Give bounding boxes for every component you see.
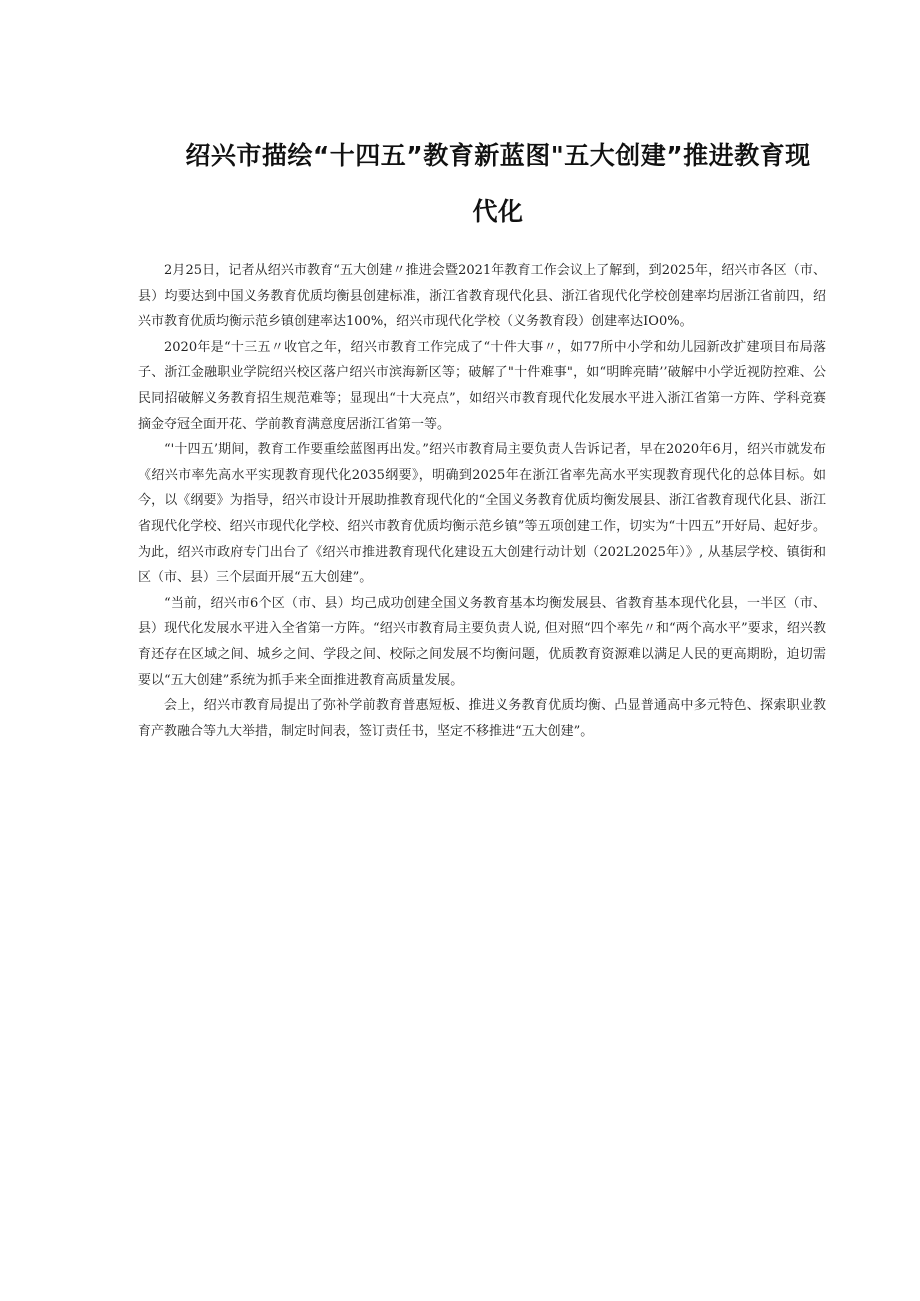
article-title-line-2: 代化 — [472, 197, 524, 226]
article-title — [138, 128, 858, 240]
paragraph-2: 2020年是“十三五〃收官之年，绍兴市教育工作完成了“十件大事〃，如77所中小学和幼儿园新改扩建项目布局落子、浙江金融职业学院绍兴校区落户绍兴市滨海新区等；破解了"十件难事"，如“明眸亮睛’’破解中小学近视防控难、公民同招破解义务教育招生规范难等；显现出“十大亮点”，如绍兴市教育现代化发展水平进入浙江省第一方阵、学科竞赛摘金夺冠全面开花、学前教育满意度居浙江省第一等。 — [138, 339, 826, 432]
article-title-line-1: 绍兴市描绘“十四五”教育新蓝图"五大创建”推进教育现 — [185, 141, 811, 170]
paragraph-4: “当前，绍兴市6个区（市、县）均己成功创建全国义务教育基本均衡发展县、省教育基本现代化县，一半区（市、县）现代化发展水平进入全省第一方阵。“绍兴市教育局主要负责人说, 但对照“四个率先〃和“两个高水平”要求，绍兴教育还存在区域之间、城乡之间、学段之间、校际之间发展不均衡问题，优质教育资源难以满足人民的更高期盼，迫切需要以“五大创建”系统为抓手来全面推进教育高质量发展。 — [138, 595, 826, 688]
article-body — [138, 258, 826, 744]
paragraph-5: 会上，绍兴市教育局提出了弥补学前教育普惠短板、推进义务教育优质均衡、凸显普通高中多元特色、探索职业教育产教融合等九大举措，制定时间表，签订责任书，坚定不移推进“五大创建”。 — [138, 698, 826, 739]
paragraph-1: 2月25日，记者从绍兴市教育“五大创建〃推进会暨2021年教育工作会议上了解到，到2025年，绍兴市各区（市、县）均要达到中国义务教育优质均衡县创建标准，浙江省教育现代化县、浙江省现代化学校创建率均居浙江省前四，绍兴市教育优质均衡示范乡镇创建率达100%，绍兴市现代化学校（义务教育段）创建率达IO0%。 — [138, 263, 826, 330]
paragraph-3: “'十四五’期间，教育工作要重绘蓝图再出发。”绍兴市教育局主要负责人告诉记者，早在2020年6月，绍兴市就发布《绍兴市率先高水平实现教育现代化2035纲要》，明确到2025年在浙江省率先高水平实现教育现代化的总体目标。如今，以《纲要》为指导，绍兴市设计开展助推教育现代化的“全国义务教育优质均衡发展县、浙江省教育现代化县、浙江省现代化学校、绍兴市现代化学校、绍兴市教育优质均衡示范乡镇”等五项创建工作，切实为“十四五”开好局、起好步。为此，绍兴市政府专门出台了《绍兴市推进教育现代化建设五大创建行动计划（202L2025年）》, 从基层学校、镇街和区（市、县）三个层面开展“五大创建”。 — [138, 442, 826, 586]
